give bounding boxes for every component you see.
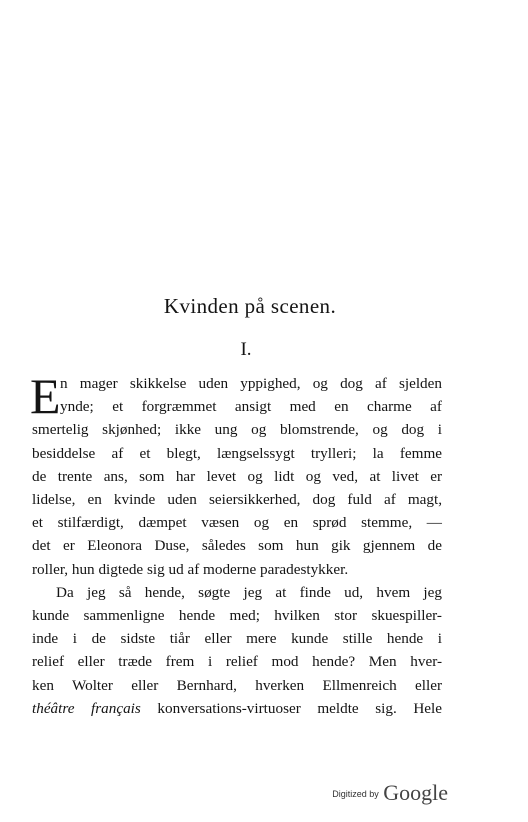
google-logo: Google bbox=[383, 780, 448, 805]
text-line: det er Eleonora Duse, således som hun gik gjennem de bbox=[32, 537, 442, 555]
text-line: roller, hun digtede sig ud af moderne paradestykker. bbox=[32, 560, 349, 578]
digitization-watermark bbox=[332, 780, 448, 806]
watermark-prefix: Digitized by bbox=[332, 789, 379, 799]
text-line: et stilfærdigt, dæmpet væsen og en sprød stemme, — bbox=[32, 514, 442, 532]
text-line: inde i de sidste tiår eller mere kunde stille hende i bbox=[32, 630, 442, 648]
text-line: relief eller træde frem i relief mod hende? Men hver- bbox=[32, 653, 442, 671]
text-line: Da jeg så hende, søgte jeg at finde ud, hvem jeg bbox=[56, 583, 442, 601]
text-line-rest: konversations-virtuoser meldte sig. Hele bbox=[140, 699, 442, 717]
text-line-final bbox=[32, 697, 442, 720]
section-numeral: I. bbox=[240, 339, 252, 360]
text-line: kunde sammenligne hende med; hvilken stor skuespiller- bbox=[32, 607, 442, 625]
text-line: n mager skikkelse uden yppighed, og dog af sjelden bbox=[60, 375, 442, 392]
drop-cap: E bbox=[30, 368, 61, 424]
text-line: besiddelse af et blegt, længselssygt trylleri; la femme bbox=[32, 444, 442, 462]
text-line: ken Wolter eller Bernhard, hverken Ellmenreich eller bbox=[32, 676, 442, 694]
italic-phrase: théâtre français bbox=[32, 699, 141, 717]
text-line: de trente ans, som har levet og lidt og ved, at livet er bbox=[32, 467, 442, 485]
body-text bbox=[30, 368, 442, 720]
chapter-title: Kvinden på scenen. bbox=[163, 294, 337, 318]
text-line: lidelse, en kvinde uden seiersikkerhed, dog fuld af magt, bbox=[32, 491, 442, 509]
text-line: smertelig skjønhed; ikke ung og blomstrende, og dog i bbox=[32, 421, 442, 439]
text-line: ynde; et forgræmmet ansigt med en charme af bbox=[60, 398, 442, 416]
